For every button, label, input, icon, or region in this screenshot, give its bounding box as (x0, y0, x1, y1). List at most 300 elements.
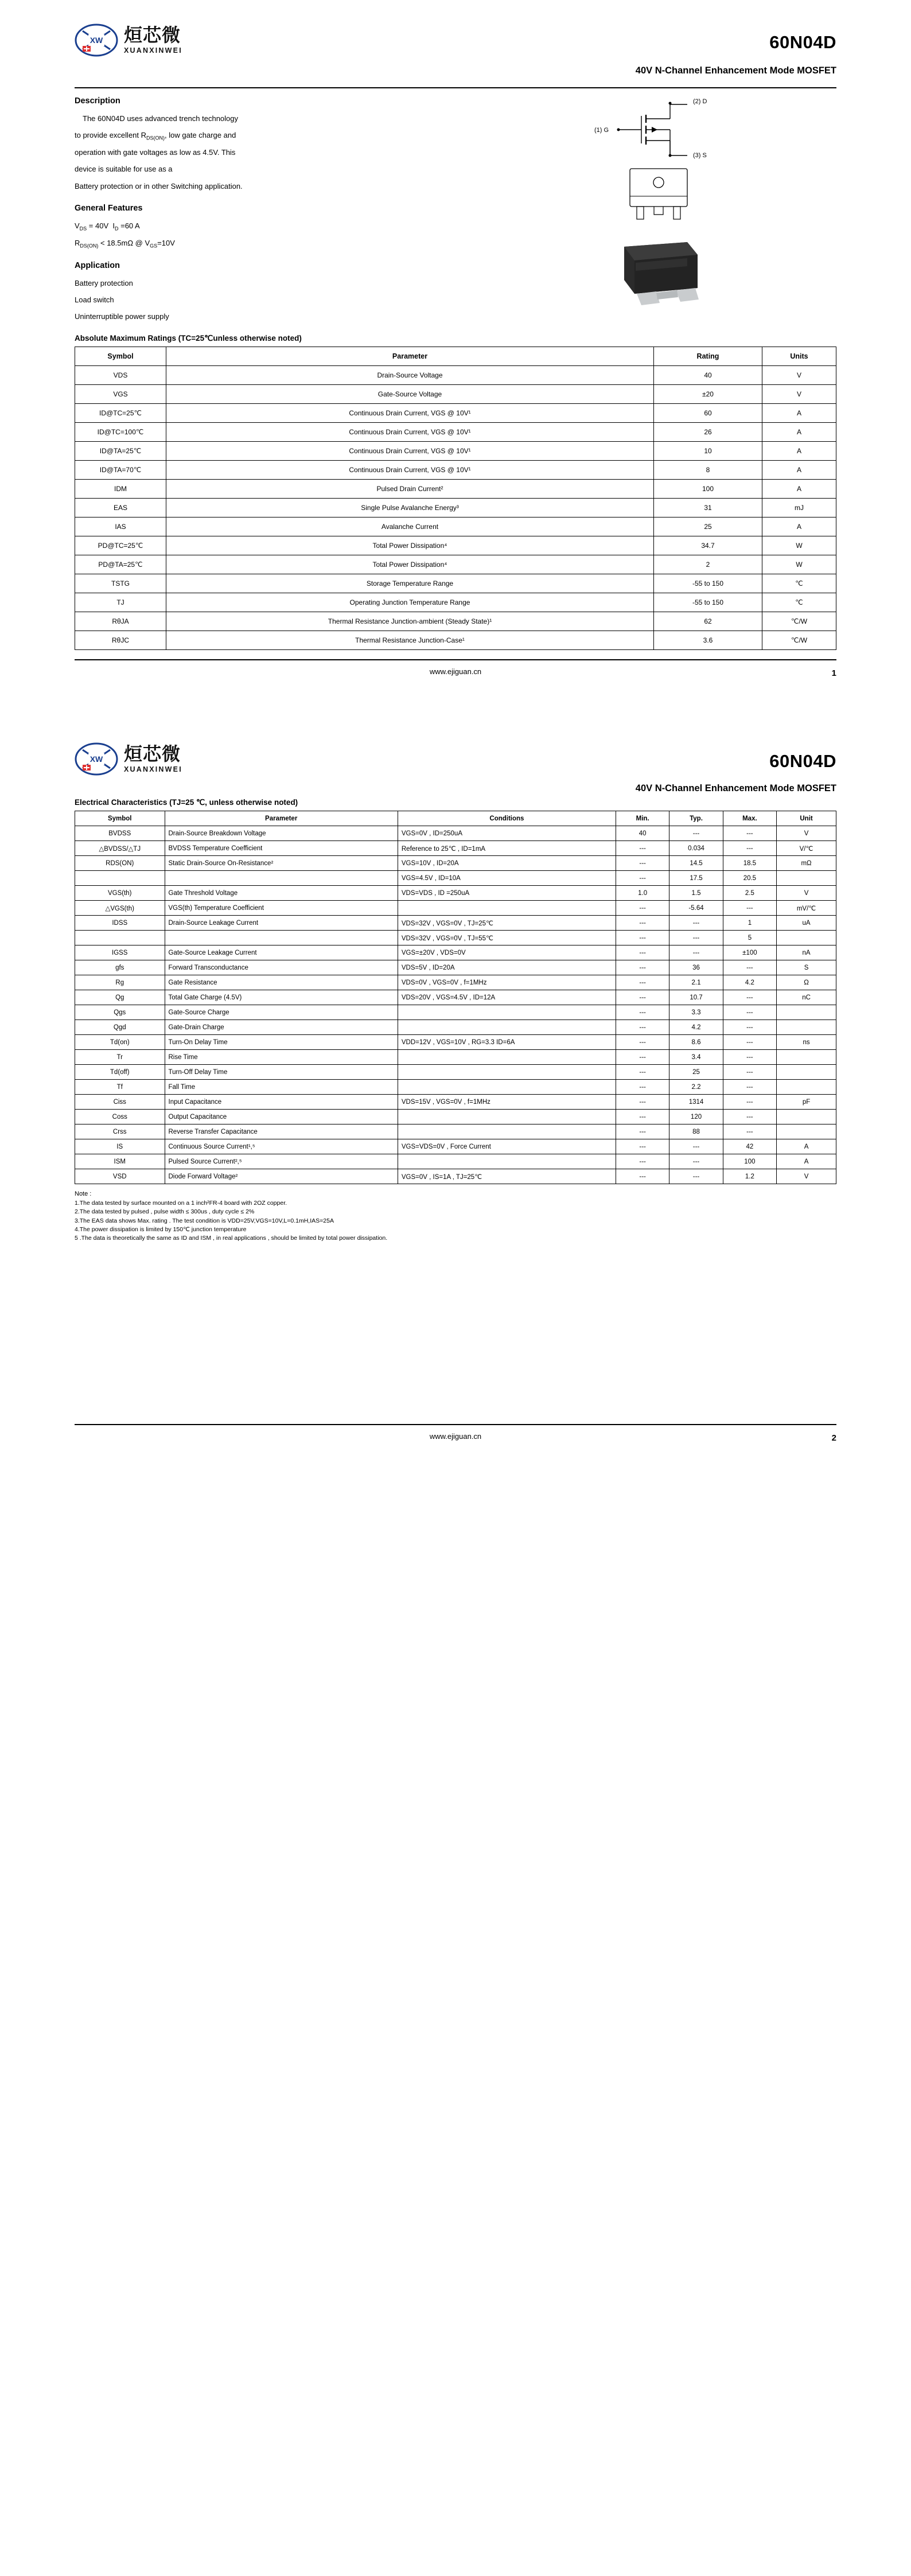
cell-unit: V (777, 1169, 836, 1184)
table-row (75, 404, 836, 423)
cell-unit: S (777, 960, 836, 975)
cell-max: 20.5 (723, 871, 776, 886)
cell-parameter: Gate Threshold Voltage (165, 886, 398, 901)
cell-parameter: Turn-Off Delay Time (165, 1065, 398, 1080)
cell-symbol: IS (75, 1139, 165, 1154)
cell-symbol: Td(on) (75, 1035, 165, 1050)
application-title: Application (75, 260, 120, 270)
table-row (75, 990, 836, 1005)
cell-conditions: VGS=4.5V , ID=10A (398, 871, 616, 886)
cell-typ: 25 (669, 1065, 723, 1080)
cell-min: --- (616, 916, 669, 931)
cell-rating: -55 to 150 (654, 593, 762, 612)
table-row (75, 385, 836, 404)
table-row (75, 574, 836, 593)
cell-unit: Ω (777, 975, 836, 990)
cell-parameter: Reverse Transfer Capacitance (165, 1124, 398, 1139)
cell-parameter: Gate-Source Charge (165, 1005, 398, 1020)
cell-units: W (762, 555, 836, 574)
cell-symbol: ID@TC=25℃ (75, 404, 166, 423)
cell-rating: 31 (654, 499, 762, 517)
cell-parameter: Storage Temperature Range (166, 574, 654, 593)
cell-units: A (762, 404, 836, 423)
cell-symbol: Tf (75, 1080, 165, 1095)
table-row (75, 461, 836, 480)
company-logo (75, 23, 182, 57)
cell-min: --- (616, 841, 669, 856)
table-row (75, 423, 836, 442)
cell-conditions (398, 1005, 616, 1020)
header-units: Units (762, 347, 836, 366)
cell-unit (777, 1110, 836, 1124)
cell-typ: 3.3 (669, 1005, 723, 1020)
cell-conditions (398, 901, 616, 916)
table-row (75, 1095, 836, 1110)
cell-symbol: RDS(ON) (75, 856, 165, 871)
cell-min: --- (616, 1065, 669, 1080)
cell-units: ℃ (762, 593, 836, 612)
cell-typ: --- (669, 1139, 723, 1154)
cell-min: --- (616, 871, 669, 886)
cell-rating: -55 to 150 (654, 574, 762, 593)
cell-symbol: RθJC (75, 631, 166, 650)
cell-unit (777, 1050, 836, 1065)
cell-min: --- (616, 1124, 669, 1139)
header-parameter: Parameter (166, 347, 654, 366)
cell-typ: --- (669, 1169, 723, 1184)
table-row (75, 366, 836, 385)
document-subtitle: 40V N-Channel Enhancement Mode MOSFET (635, 65, 836, 76)
cell-parameter: Gate Resistance (165, 975, 398, 990)
cell-typ: --- (669, 931, 723, 945)
cell-typ: 2.1 (669, 975, 723, 990)
note-item: 3.The EAS data shows Max. rating . The test condition is VDD=25V,VGS=10V,L=0.1mH,IAS=25A (75, 1217, 334, 1224)
cell-min: --- (616, 1005, 669, 1020)
header-symbol: Symbol (75, 811, 165, 826)
table-row (75, 1154, 836, 1169)
description-line: device is suitable for use as a (75, 165, 173, 174)
cell-parameter: Input Capacitance (165, 1095, 398, 1110)
cell-max: 5 (723, 931, 776, 945)
cell-units: mJ (762, 499, 836, 517)
table-row (75, 960, 836, 975)
cell-symbol: IAS (75, 517, 166, 536)
cell-conditions: VGS=VDS=0V , Force Current (398, 1139, 616, 1154)
cell-symbol: ID@TC=100℃ (75, 423, 166, 442)
cell-symbol: TSTG (75, 574, 166, 593)
cell-unit: A (777, 1154, 836, 1169)
cell-max: --- (723, 990, 776, 1005)
cell-unit: V (777, 826, 836, 841)
cell-conditions (398, 1080, 616, 1095)
header-max: Max. (723, 811, 776, 826)
page-number: 2 (831, 1433, 836, 1443)
cell-min: --- (616, 856, 669, 871)
cell-min: --- (616, 1050, 669, 1065)
cell-parameter: Output Capacitance (165, 1110, 398, 1124)
cell-typ: -5.64 (669, 901, 723, 916)
cell-parameter: Continuous Drain Current, VGS @ 10V¹ (166, 404, 654, 423)
cell-parameter: Continuous Drain Current, VGS @ 10V¹ (166, 442, 654, 461)
cell-units: A (762, 517, 836, 536)
part-number: 60N04D (769, 751, 836, 772)
cell-units: ℃/W (762, 631, 836, 650)
cell-symbol (75, 931, 165, 945)
cell-symbol: Qgd (75, 1020, 165, 1035)
application-item: Uninterruptible power supply (75, 312, 169, 321)
features-title: General Features (75, 203, 143, 213)
cell-parameter: Drain-Source Leakage Current (165, 916, 398, 931)
cell-min: 1.0 (616, 886, 669, 901)
page-number: 1 (831, 668, 836, 679)
cell-rating: 10 (654, 442, 762, 461)
header-typ: Typ. (669, 811, 723, 826)
page-header-2 (75, 738, 836, 796)
cell-symbol: △BVDSS/△TJ (75, 841, 165, 856)
cell-unit: nC (777, 990, 836, 1005)
company-logo (75, 742, 182, 776)
cell-max: 42 (723, 1139, 776, 1154)
cell-min: --- (616, 975, 669, 990)
cell-unit: ns (777, 1035, 836, 1050)
mosfet-symbol-diagram (584, 96, 825, 159)
cell-conditions: Reference to 25℃ , ID=1mA (398, 841, 616, 856)
cell-max: ±100 (723, 945, 776, 960)
cell-min: --- (616, 901, 669, 916)
table-header-row (75, 347, 836, 366)
cell-parameter: Total Gate Charge (4.5V) (165, 990, 398, 1005)
cell-parameter: Gate-Source Leakage Current (165, 945, 398, 960)
svg-text:(2) D: (2) D (693, 98, 707, 105)
table-row (75, 856, 836, 871)
cell-conditions: VGS=±20V , VDS=0V (398, 945, 616, 960)
cell-max: --- (723, 1020, 776, 1035)
cell-max: 4.2 (723, 975, 776, 990)
cell-typ: 2.2 (669, 1080, 723, 1095)
cell-unit (777, 1005, 836, 1020)
cell-unit: V/℃ (777, 841, 836, 856)
cell-symbol: Tr (75, 1050, 165, 1065)
cell-unit: uA (777, 916, 836, 931)
feature-item: $V_{DS} = 40V$ $I_D =60$ A (75, 221, 140, 232)
cell-typ: --- (669, 826, 723, 841)
footer-website: www.ejiguan.cn (429, 667, 482, 676)
electrical-characteristics-table (75, 811, 836, 1184)
cell-min: --- (616, 931, 669, 945)
feature-item: $R_{DS(ON)} < 18.5m\Omega$ @ $V_{GS}=10V$ (75, 238, 175, 249)
footer-website: www.ejiguan.cn (429, 1432, 482, 1441)
package-outline-drawing (584, 163, 825, 232)
notes-title: Note : (75, 1190, 92, 1198)
part-number: 60N04D (769, 32, 836, 52)
cell-rating: 62 (654, 612, 762, 631)
cell-max: --- (723, 1005, 776, 1020)
cell-units: A (762, 442, 836, 461)
cell-rating: 34.7 (654, 536, 762, 555)
cell-parameter: Total Power Dissipation⁴ (166, 536, 654, 555)
note-item: 2.The data tested by pulsed , pulse width ≤ 300us , duty cycle ≤ 2% (75, 1208, 255, 1216)
cell-parameter: Thermal Resistance Junction-ambient (Steady State)¹ (166, 612, 654, 631)
cell-units: A (762, 461, 836, 480)
cell-parameter: Thermal Resistance Junction-Case¹ (166, 631, 654, 650)
cell-parameter: Drain-Source Voltage (166, 366, 654, 385)
header-parameter: Parameter (165, 811, 398, 826)
table-row (75, 593, 836, 612)
cell-unit: nA (777, 945, 836, 960)
cell-conditions (398, 1050, 616, 1065)
cell-conditions: VDS=32V , VGS=0V , TJ=25℃ (398, 916, 616, 931)
table-row (75, 1169, 836, 1184)
table-row (75, 555, 836, 574)
cell-parameter: Total Power Dissipation⁴ (166, 555, 654, 574)
table-row (75, 1005, 836, 1020)
cell-parameter: Gate-Source Voltage (166, 385, 654, 404)
document-subtitle: 40V N-Channel Enhancement Mode MOSFET (635, 783, 836, 794)
cell-conditions (398, 1065, 616, 1080)
header-conditions: Conditions (398, 811, 616, 826)
description-line: operation with gate voltages as low as 4.5V. This (75, 148, 236, 157)
description-text: The 60N04D uses advanced trench technology (83, 114, 239, 123)
cell-unit: pF (777, 1095, 836, 1110)
brand-name-cn: 烜芯微 (124, 743, 181, 765)
cell-rating: 100 (654, 480, 762, 499)
cell-parameter: Single Pulse Avalanche Energy³ (166, 499, 654, 517)
cell-typ: 14.5 (669, 856, 723, 871)
cell-symbol: Crss (75, 1124, 165, 1139)
cell-max: --- (723, 1035, 776, 1050)
cell-conditions: VDD=12V , VGS=10V , RG=3.3 ID=6A (398, 1035, 616, 1050)
cell-max: --- (723, 1080, 776, 1095)
cell-parameter: Continuous Drain Current, VGS @ 10V¹ (166, 461, 654, 480)
cell-min: --- (616, 1110, 669, 1124)
cell-parameter: Avalanche Current (166, 517, 654, 536)
cell-typ: 36 (669, 960, 723, 975)
logo-mark-icon (75, 23, 118, 57)
cell-rating: 3.6 (654, 631, 762, 650)
cell-max: --- (723, 841, 776, 856)
cell-conditions: VGS=0V , IS=1A , TJ=25℃ (398, 1169, 616, 1184)
description-column (75, 96, 396, 325)
cell-max: --- (723, 1095, 776, 1110)
cell-conditions (398, 1154, 616, 1169)
cell-symbol: VDS (75, 366, 166, 385)
cell-parameter (165, 871, 398, 886)
cell-symbol: ISM (75, 1154, 165, 1169)
cell-units: ℃ (762, 574, 836, 593)
cell-unit: mΩ (777, 856, 836, 871)
cell-unit: A (777, 1139, 836, 1154)
cell-typ: 88 (669, 1124, 723, 1139)
table-header-row (75, 811, 836, 826)
cell-max: 100 (723, 1154, 776, 1169)
cell-unit: mV/℃ (777, 901, 836, 916)
header-min: Min. (616, 811, 669, 826)
cell-typ: 1.5 (669, 886, 723, 901)
cell-parameter: Diode Forward Voltage² (165, 1169, 398, 1184)
table-row (75, 536, 836, 555)
cell-unit: V (777, 886, 836, 901)
cell-units: A (762, 480, 836, 499)
table-row (75, 945, 836, 960)
cell-symbol: BVDSS (75, 826, 165, 841)
cell-max: --- (723, 1065, 776, 1080)
cell-min: --- (616, 945, 669, 960)
table-row (75, 975, 836, 990)
cell-max: --- (723, 826, 776, 841)
cell-parameter: Gate-Drain Charge (165, 1020, 398, 1035)
cell-max: --- (723, 1050, 776, 1065)
electrical-characteristics-title: Electrical Characteristics (TJ=25 ℃, unless otherwise noted) (75, 798, 298, 807)
table-row (75, 886, 836, 901)
cell-unit (777, 1065, 836, 1080)
cell-min: --- (616, 1020, 669, 1035)
cell-parameter: Continuous Drain Current, VGS @ 10V¹ (166, 423, 654, 442)
table-row (75, 901, 836, 916)
cell-symbol: △VGS(th) (75, 901, 165, 916)
logo-mark-icon (75, 742, 118, 776)
cell-symbol: RθJA (75, 612, 166, 631)
cell-typ: 4.2 (669, 1020, 723, 1035)
cell-rating: 8 (654, 461, 762, 480)
cell-symbol: IDSS (75, 916, 165, 931)
header-unit: Unit (777, 811, 836, 826)
svg-text:XW: XW (89, 36, 103, 45)
table-row (75, 916, 836, 931)
cell-typ: 8.6 (669, 1035, 723, 1050)
table-row (75, 826, 836, 841)
datasheet-page-2 (0, 738, 911, 1450)
table-row (75, 517, 836, 536)
absolute-max-ratings-title: Absolute Maximum Ratings (TC=25℃unless otherwise noted) (75, 334, 302, 343)
cell-units: A (762, 423, 836, 442)
page-footer (75, 1424, 836, 1450)
cell-parameter: VGS(th) Temperature Coefficient (165, 901, 398, 916)
cell-parameter: Drain-Source Breakdown Voltage (165, 826, 398, 841)
cell-parameter: Continuous Source Current¹,⁵ (165, 1139, 398, 1154)
cell-rating: 26 (654, 423, 762, 442)
cell-max: --- (723, 960, 776, 975)
cell-min: --- (616, 1035, 669, 1050)
cell-parameter (165, 931, 398, 945)
cell-symbol: ID@TA=70℃ (75, 461, 166, 480)
svg-text:(1) G: (1) G (594, 127, 609, 134)
page-footer (75, 659, 836, 686)
cell-conditions (398, 1124, 616, 1139)
cell-min: --- (616, 1154, 669, 1169)
cell-conditions (398, 1020, 616, 1035)
cell-typ: 120 (669, 1110, 723, 1124)
cell-units: ℃/W (762, 612, 836, 631)
page-header (75, 20, 836, 88)
brand-name-en: XUANXINWEI (124, 46, 182, 55)
cell-typ: --- (669, 945, 723, 960)
cell-symbol (75, 871, 165, 886)
table-row (75, 480, 836, 499)
cell-min: --- (616, 1139, 669, 1154)
table-row (75, 499, 836, 517)
description-section (75, 96, 836, 325)
graphics-column (584, 96, 825, 312)
table-row (75, 1065, 836, 1080)
cell-unit (777, 931, 836, 945)
cell-conditions: VGS=10V , ID=20A (398, 856, 616, 871)
description-line: Battery protection or in other Switching application. (75, 181, 243, 190)
table-row (75, 1050, 836, 1065)
cell-rating: ±20 (654, 385, 762, 404)
cell-min: --- (616, 1080, 669, 1095)
cell-max: 1 (723, 916, 776, 931)
cell-min: --- (616, 1095, 669, 1110)
cell-conditions: VDS=VDS , ID =250uA (398, 886, 616, 901)
cell-unit (777, 871, 836, 886)
cell-parameter: Rise Time (165, 1050, 398, 1065)
cell-typ: 3.4 (669, 1050, 723, 1065)
cell-symbol: Ciss (75, 1095, 165, 1110)
cell-parameter: Turn-On Delay Time (165, 1035, 398, 1050)
cell-symbol: Coss (75, 1110, 165, 1124)
svg-text:(3) S: (3) S (693, 152, 707, 159)
table-row (75, 871, 836, 886)
cell-parameter: BVDSS Temperature Coefficient (165, 841, 398, 856)
absolute-max-ratings-table (75, 347, 836, 650)
cell-symbol: Qg (75, 990, 165, 1005)
table-row (75, 1124, 836, 1139)
cell-parameter: Pulsed Source Current²,⁵ (165, 1154, 398, 1169)
cell-typ: 1314 (669, 1095, 723, 1110)
cell-conditions: VGS=0V , ID=250uA (398, 826, 616, 841)
cell-rating: 40 (654, 366, 762, 385)
table-row (75, 1139, 836, 1154)
cell-symbol: VGS(th) (75, 886, 165, 901)
table-row (75, 631, 836, 650)
cell-symbol: VSD (75, 1169, 165, 1184)
cell-symbol: ID@TA=25℃ (75, 442, 166, 461)
cell-conditions: VDS=15V , VGS=0V , f=1MHz (398, 1095, 616, 1110)
application-item: Load switch (75, 295, 114, 304)
table-row (75, 1035, 836, 1050)
table-row (75, 1020, 836, 1035)
cell-symbol: PD@TC=25℃ (75, 536, 166, 555)
cell-parameter: Static Drain-Source On-Resistance² (165, 856, 398, 871)
cell-max: --- (723, 1110, 776, 1124)
table-row (75, 841, 836, 856)
cell-rating: 60 (654, 404, 762, 423)
package-photo (584, 238, 825, 312)
description-line: to provide excellent $R_{DS(ON)}$, low gate charge and (75, 131, 236, 141)
cell-unit (777, 1080, 836, 1095)
cell-typ: --- (669, 1154, 723, 1169)
note-item: 1.The data tested by surface mounted on a 1 inch²FR-4 board with 2OZ copper. (75, 1200, 287, 1207)
cell-unit (777, 1124, 836, 1139)
cell-unit (777, 1020, 836, 1035)
table-row (75, 1110, 836, 1124)
cell-max: 2.5 (723, 886, 776, 901)
cell-conditions: VDS=5V , ID=20A (398, 960, 616, 975)
cell-units: V (762, 366, 836, 385)
table-row (75, 612, 836, 631)
cell-max: 18.5 (723, 856, 776, 871)
table-row (75, 442, 836, 461)
cell-rating: 25 (654, 517, 762, 536)
datasheet-page-1 (0, 20, 911, 686)
notes-section (75, 1190, 836, 1243)
application-item: Battery protection (75, 278, 133, 287)
brand-name-cn: 烜芯微 (124, 24, 181, 46)
cell-symbol: Qgs (75, 1005, 165, 1020)
cell-symbol: Rg (75, 975, 165, 990)
cell-symbol: IGSS (75, 945, 165, 960)
cell-typ: 17.5 (669, 871, 723, 886)
